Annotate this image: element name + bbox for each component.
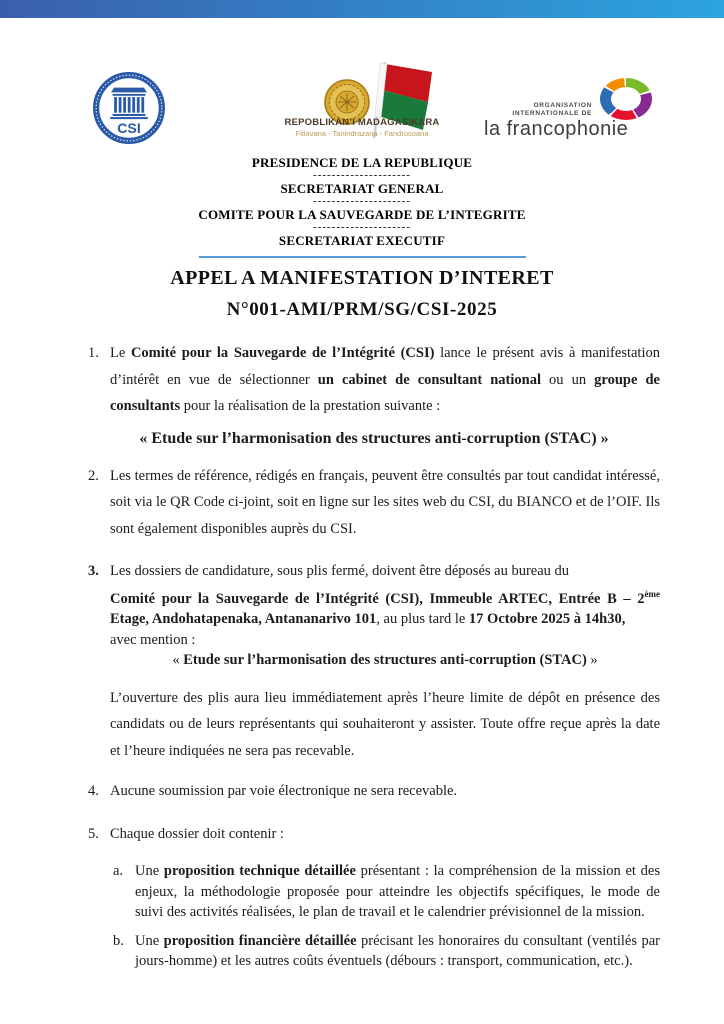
administrative-header	[0, 155, 724, 321]
sub-item-text: Une proposition technique détaillée présentant : la compréhension de la mission et des enjeux, la méthodologie proposée pour atteindre les objectifs spécifiques, le mode de suivi des activités réalisées, le plan de travail et le calendrier prévisionnel de la mission.	[135, 863, 660, 920]
item-text: Le Comité pour la Sauvegarde de l’Intégrité (CSI) lance le présent avis à manifestation d’intérêt en vue de sélectionner un cabinet de consultant national ou un groupe de consultants pour la réalisation de la prestation suivante :	[110, 345, 660, 414]
top-gradient-bar	[0, 0, 724, 18]
oif-logo	[484, 78, 654, 140]
sub-item-b	[113, 931, 660, 972]
madagascar-emblem-icon	[290, 60, 440, 140]
header-comite: COMITE POUR LA SAUVEGARDE DE L’INTEGRITE	[198, 207, 526, 222]
sub-item-text: Une proposition financière détaillée précisant les honoraires du consultant (ventilés par jours-homme) et les autres coûts éventuels (débours : transport, communication, etc.).	[135, 932, 660, 969]
oif-org-lines	[512, 102, 592, 118]
item-text: Aucune soumission par voie électronique ne sera recevable.	[110, 783, 458, 799]
item-number: 3.	[88, 563, 99, 579]
study-title-quote: « Etude sur l’harmonisation des structures anti-corruption (STAC) »	[139, 429, 609, 447]
list-item-3	[88, 558, 660, 671]
csi-logo-icon	[93, 72, 165, 144]
item-number: 1.	[88, 345, 99, 361]
madagascar-name: REPOBLIKAN’I MADAGASIKARA	[284, 117, 440, 128]
item-text: Les termes de référence, rédigés en français, peuvent être consultés par tout candidat intéressé, soit via le QR Code ci-joint, soit en ligne sur les sites web du CSI, du BIANCO et de l’OIF. Ils sont également disponibles auprès du CSI.	[110, 467, 660, 537]
list-item-5	[88, 821, 660, 848]
item3-address: Comité pour la Sauvegarde de l’Intégrité (CSI), Immeuble ARTEC, Entrée B – 2ème Etage, Andohatapenaka, Antananarivo 101, au plus tard le 17 Octobre 2025 à 14h30,	[110, 588, 660, 627]
separator-dashes: ---------------------	[313, 195, 411, 207]
document-body	[0, 340, 724, 972]
document-reference-number: N°001-AMI/PRM/SG/CSI-2025	[226, 299, 498, 320]
list-item-4	[88, 778, 660, 805]
header-secretariat-general: SECRETARIAT GENERAL	[280, 181, 444, 196]
opening-paragraph: L’ouverture des plis aura lieu immédiatement après l’heure limite de dépôt en présence des candidats ou de leurs représentants qui souhaiteront y assister. Toute offre reçue après la date et l’heure indiquées ne sera pas recevable.	[110, 689, 660, 759]
item3-mention: avec mention :	[110, 631, 196, 648]
oif-org-line1: ORGANISATION	[533, 102, 592, 109]
oif-ring-icon	[600, 78, 652, 120]
header-presidence: PRESIDENCE DE LA REPUBLIQUE	[251, 155, 473, 170]
blue-divider-line	[199, 256, 526, 258]
item-number: 4.	[88, 783, 99, 799]
sub-item-a	[113, 861, 660, 923]
logo-header	[0, 18, 724, 150]
study-title-quote-2: « Etude sur l’harmonisation des structures anti-corruption (STAC) »	[172, 652, 598, 668]
csi-acronym: CSI	[117, 120, 141, 137]
oif-org-line2: INTERNATIONALE DE	[512, 110, 592, 117]
separator-dashes: ---------------------	[313, 221, 411, 233]
madagascar-motto: Fitiavana - Tanindrazana - Fandrosoana	[295, 129, 429, 138]
document-title: APPEL A MANIFESTATION D’INTERET	[170, 267, 554, 289]
sub-item-letter: b.	[113, 932, 124, 949]
item3-intro: Les dossiers de candidature, sous plis fermé, doivent être déposés au bureau du	[110, 563, 570, 579]
header-secretariat-executif: SECRETARIAT EXECUTIF	[278, 233, 446, 248]
list-item-1	[88, 340, 660, 420]
oif-wordmark: la francophonie	[484, 118, 629, 140]
separator-dashes: ---------------------	[313, 169, 411, 181]
list-item-2	[88, 463, 660, 543]
item-number: 5.	[88, 825, 99, 842]
item-text: Chaque dossier doit contenir :	[110, 825, 284, 842]
sub-item-letter: a.	[113, 863, 124, 879]
item-number: 2.	[88, 467, 99, 484]
